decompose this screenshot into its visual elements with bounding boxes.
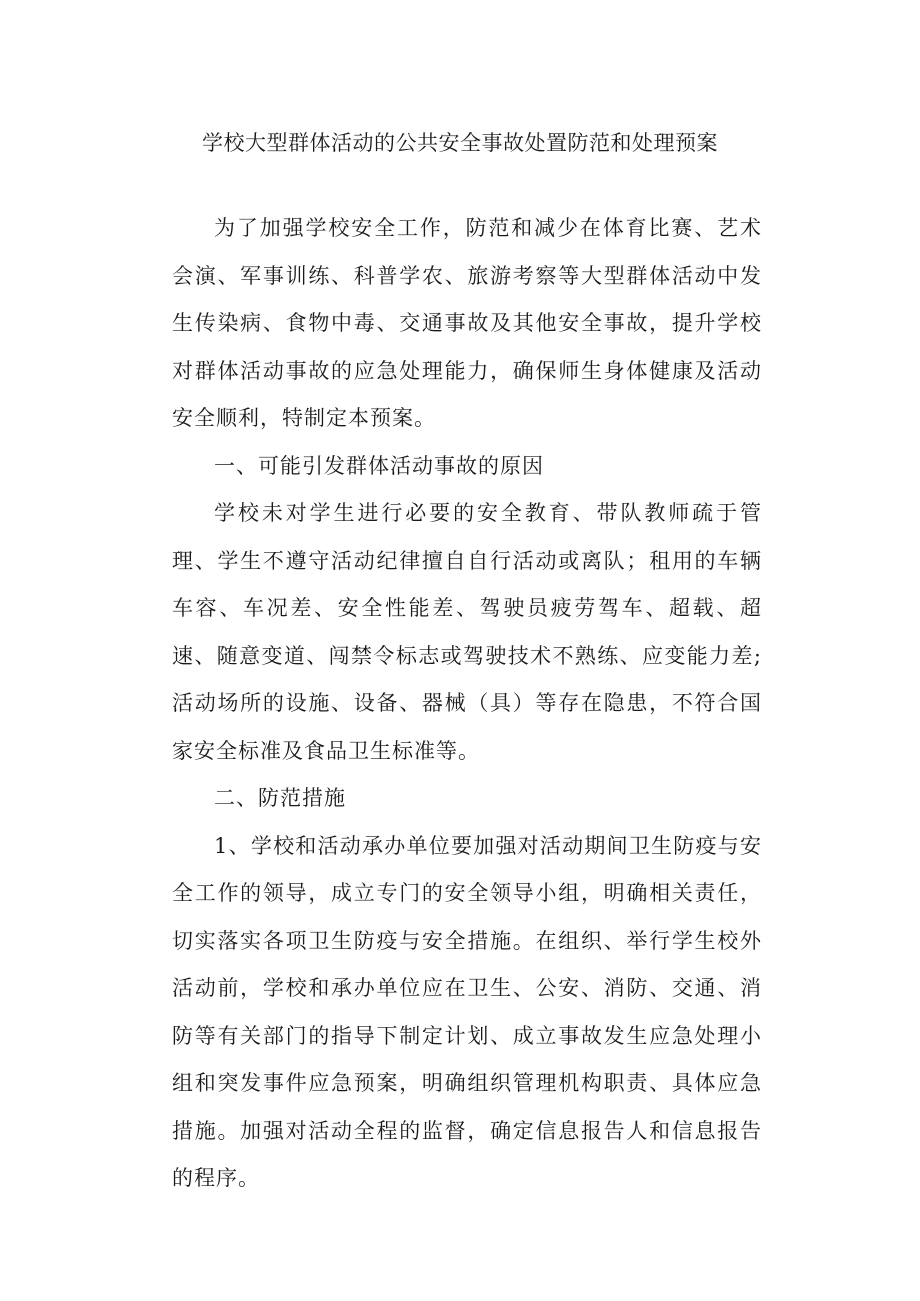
prevention-paragraph-1: 1、学校和活动承办单位要加强对活动期间卫生防疫与安全工作的领导，成立专门的安全领导小组，明确相关责任，切实落实各项卫生防疫与安全措施。在组织、举行学生校外活动前，学校和承办单位应在卫生、公安、消防、交通、消防等有关部门的指导下制定计划、成立事故发生应急处理小组和突发事件应急预案，明确组织管理机构职责、具体应急措施。加强对活动全程的监督，确定信息报告人和信息报告的程序。	[172, 833, 762, 1190]
intro-paragraph: 为了加强学校安全工作，防范和减少在体育比赛、艺术会演、军事训练、科普学农、旅游考察等大型群体活动中发生传染病、食物中毒、交通事故及其他安全事故，提升学校对群体活动事故的应急处理能力，确保师生身体健康及活动安全顺利，特制定本预案。	[172, 216, 762, 430]
section-heading-prevention: 二、防范措施	[214, 786, 346, 810]
document-body	[172, 205, 762, 1203]
causes-paragraph: 学校未对学生进行必要的安全教育、带队教师疏于管理、学生不遵守活动纪律擅自自行活动或离队；租用的车辆车容、车况差、安全性能差、驾驶员疲劳驾车、超载、超速、随意变道、闯禁令标志或驾驶技术不熟练、应变能力差;活动场所的设施、设备、器械（具）等存在隐患，不符合国家安全标准及食品卫生标准等。	[172, 501, 762, 763]
document-title: 学校大型群体活动的公共安全事故处置防范和处理预案	[202, 131, 718, 155]
section-heading-causes: 一、可能引发群体活动事故的原因	[214, 453, 544, 478]
